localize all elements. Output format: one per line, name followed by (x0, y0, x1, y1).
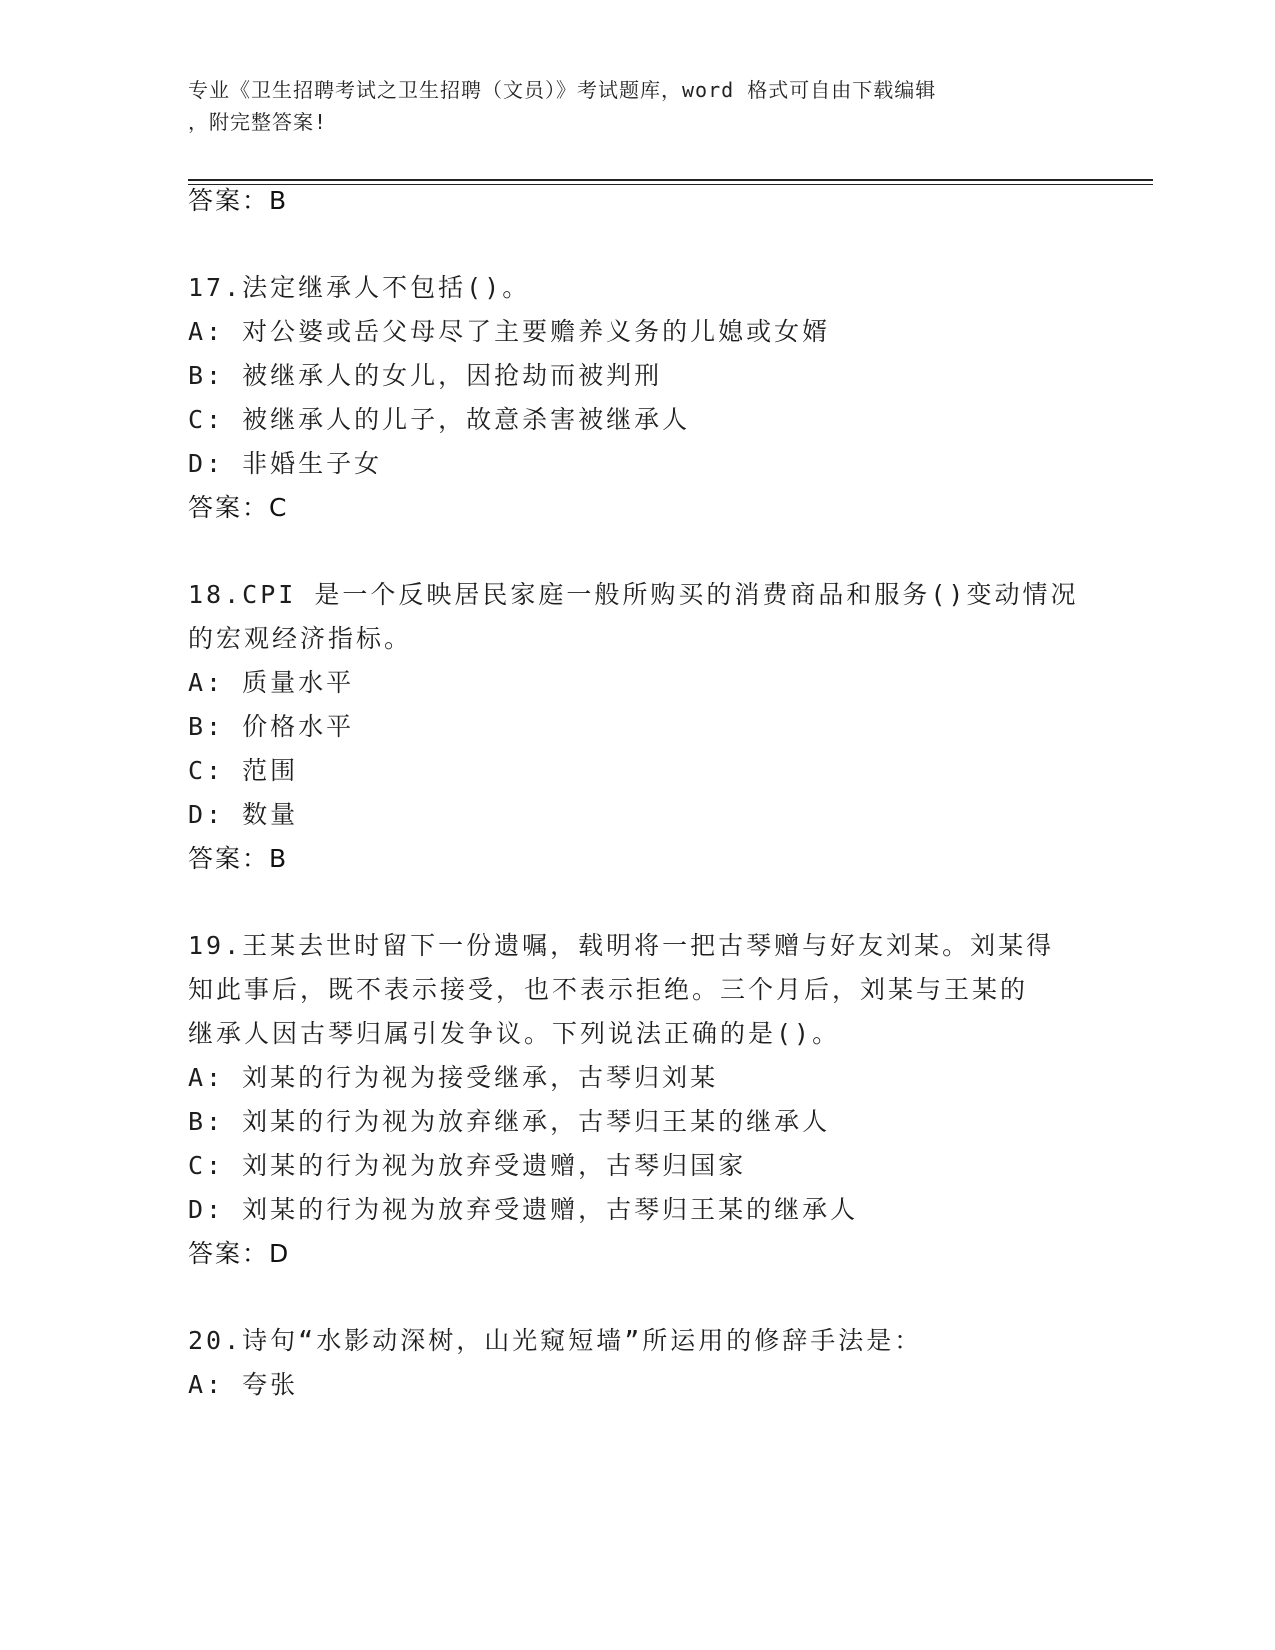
question-19-option-b: B: 刘某的行为视为放弃继承，古琴归王某的继承人 (188, 1107, 831, 1136)
question-19-option-d: D: 刘某的行为视为放弃受遗赠，古琴归王某的继承人 (188, 1195, 859, 1224)
answer-19: 答案：D (188, 1239, 291, 1268)
answer-18: 答案：B (188, 844, 289, 873)
question-20-option-a: A: 夸张 (188, 1370, 299, 1399)
page-header (188, 74, 1088, 138)
answer-17: 答案：C (188, 493, 289, 522)
question-18-option-a: A: 质量水平 (188, 668, 355, 697)
header-rule (188, 179, 1153, 181)
question-17-option-c: C: 被继承人的儿子，故意杀害被继承人 (188, 405, 691, 434)
question-19-option-c: C: 刘某的行为视为放弃受遗赠，古琴归国家 (188, 1151, 747, 1180)
question-17-option-d: D: 非婚生子女 (188, 449, 383, 478)
question-19-stem-line-3: 继承人因古琴归属引发争议。下列说法正确的是()。 (188, 1019, 841, 1048)
question-19-stem-line-2: 知此事后，既不表示接受，也不表示拒绝。三个月后，刘某与王某的 (188, 975, 1029, 1004)
answer-16: 答案：B (188, 186, 289, 215)
question-19-option-a: A: 刘某的行为视为接受继承，古琴归刘某 (188, 1063, 719, 1092)
question-17-stem: 17.法定继承人不包括()。 (188, 273, 531, 302)
question-18-option-c: C: 范围 (188, 756, 299, 785)
header-title-continued: ，附完整答案! (188, 110, 328, 134)
header-title: 专业《卫生招聘考试之卫生招聘（文员）》考试题库，word 格式可自由下载编辑 (188, 78, 937, 102)
question-18-option-b: B: 价格水平 (188, 712, 355, 741)
question-18-stem-continued: 的宏观经济指标。 (188, 624, 413, 653)
question-19-stem: 19.王某去世时留下一份遗嘱，载明将一把古琴赠与好友刘某。刘某得 (188, 931, 1055, 960)
question-17-option-a: A: 对公婆或岳父母尽了主要赡养义务的儿媳或女婿 (188, 317, 831, 346)
question-20-stem: 20.诗句“水影动深树，山光窥短墙”所运用的修辞手法是： (188, 1326, 923, 1355)
header-rule-thin (188, 184, 1153, 185)
question-18-option-d: D: 数量 (188, 800, 299, 829)
question-17-option-b: B: 被继承人的女儿，因抢劫而被判刑 (188, 361, 663, 390)
question-18-stem: 18.CPI 是一个反映居民家庭一般所购买的消费商品和服务()变动情况 (188, 580, 1079, 609)
